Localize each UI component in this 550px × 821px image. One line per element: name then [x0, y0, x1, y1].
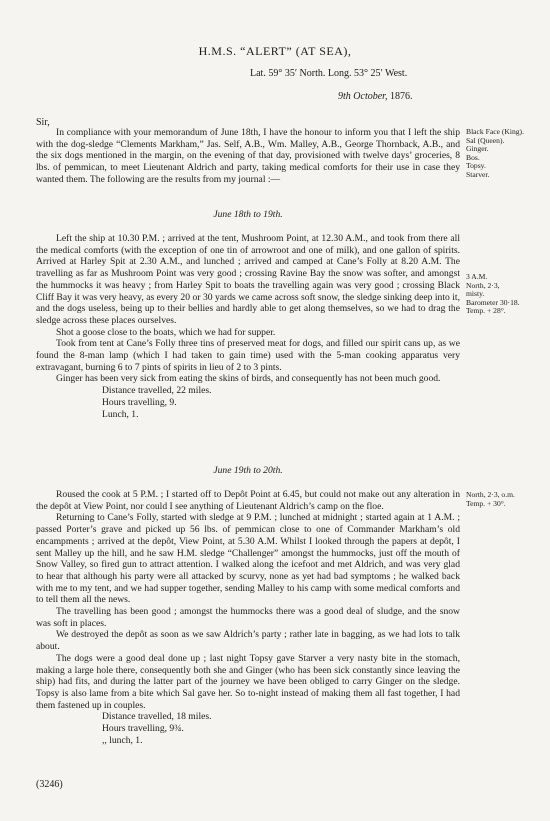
journal-paragraph: We destroyed the depôt as soon as we saw Aldrich’s party ; rather late in bagging, as we had lots to talk about. [36, 629, 460, 653]
journal-paragraph: Returning to Cane’s Folly, started with sledge at 9 P.M. ; lunched at midnight ; started again at 1 A.M. ; passed Porter’s grave and picked up 56 lbs. of pemmican close to one of Commander Markham’s old encampments ; arrived at the depôt, View Point, at 5.30 A.M. Whilst I looked through the papers at depôt, I sent Malley up the hill, and he saw H.M. sledge “Challenger” amongst the hummocks, just off the mouth of Snow Valley, so fired gun to attract attention. I walked along the icefoot and met Aldrich, and was very glad to hear that although his party were all attacked by scurvy, none as yet had bad symptoms ; he walked back with me to my tent, and we had supper together, sending Malley to his camp with some medical comforts and to tell them all the news. [36, 512, 460, 606]
journal-paragraph: The travelling has been good ; amongst the hummocks there was a good deal of sludge, and the snow was soft in places. [36, 606, 460, 629]
intro-paragraph: In compliance with your memorandum of June 18th, I have the honour to inform you that I left the ship with the dog-sledge “Clements Markham,” Jas. Self, A.B., Wm. Malley, A.B., George Thornback, A.B., and the six dogs mentioned in the margin, on the evening of that day, provisioned with twelve days’ groceries, 8 lbs. of pemmican, to meet Lieutenant Aldrich and party, taking medical comforts for their use in case they wanted them. The following are the results from my journal :— [36, 127, 460, 185]
position-line: Lat. 59° 35′ North. Long. 53° 25′ West. [250, 68, 408, 79]
margin-note: Temp. + 30°. [466, 498, 506, 508]
margin-note: misty. [466, 289, 485, 299]
margin-dog: Ginger. [466, 144, 489, 154]
ship-heading: H.M.S. “ALERT” (AT SEA), [198, 44, 352, 58]
hours-travelling: Hours travelling, 9¾. [102, 723, 184, 735]
salutation: Sir, [36, 117, 50, 128]
margin-weather-june-18 [466, 273, 546, 316]
lunch-time: ,, lunch, 1. [102, 734, 143, 746]
margin-dog-list [466, 128, 546, 180]
margin-note: Temp. + 28°. [466, 306, 506, 316]
date-year: 1876. [387, 91, 413, 102]
journal-paragraph: The dogs were a good deal done up ; last night Topsy gave Starver a very nasty bite in the stomach, making a large hole there, consequently both she and Ginger (who has been sick constantly since leaving the ship) had fits, and during the latter part of the journey we have been obliged to carry Ginger on the sledge. Topsy is also lame from a bite which Sal gave her. So to-night instead of making them all fast together, I had them fastened up in couples. [36, 652, 460, 711]
margin-dog: Black Face (King). [466, 127, 524, 136]
margin-note: North, 2·3, o.m. [466, 490, 515, 499]
journal-paragraph: Shot a goose close to the boats, which we had for supper. [56, 326, 276, 338]
section-heading-june-18: June 18th to 19th. [213, 209, 283, 220]
margin-dog: Bos. [466, 152, 480, 162]
margin-note: North, 2·3, [466, 280, 500, 290]
margin-dog: Starver. [466, 169, 490, 179]
journal-paragraph: Roused the cook at 5 P.M. ; I started off to Depôt Point at 6.45, but could not make out any alteration in the depôt at View Point, nor could I see anything of Lieutenant Aldrich’s camp on the floe. [36, 489, 460, 512]
date-day: 9th October, [338, 91, 388, 102]
distance-travelled: Distance travelled, 18 miles. [102, 711, 212, 723]
section-heading-june-19: June 19th to 20th. [213, 465, 283, 476]
margin-note: Barometer 30·18. [466, 297, 520, 307]
margin-weather-june-19 [466, 491, 546, 508]
margin-note: 3 A.M. [466, 272, 488, 281]
page-footer-number: (3246) [36, 779, 63, 790]
section-june-19-body [36, 489, 460, 746]
margin-dog: Sal (Queen). [466, 135, 505, 145]
journal-paragraph: Left the ship at 10.30 P.M. ; arrived at the tent, Mushroom Point, at 12.30 A.M., and took from there all the medical comforts (with the exception of one tin of arrowroot and one of milk), and one gallon of spirits. Arrived at Harley Spit at 2.30 A.M., and lunched ; arrived and camped at Cane’s Folly at 8.20 A.M. The travelling as far as Mushroom Point was very good ; crossing Ravine Bay the snow was softer, and amongst the hummocks it was heavy ; from Harley Spit to boats the travelling again was very good ; crossing Black Cliff Bay it was very heavy, as every 20 or 30 yards we came across soft snow, the sledge sinking deep into it, and the dogs useless, being up to their bellies and hardly able to get along themselves, so we had to drag the sledge across these places ourselves. [36, 233, 460, 326]
lunch-time: Lunch, 1. [102, 408, 139, 420]
hours-travelling: Hours travelling, 9. [102, 396, 177, 408]
letter-date [338, 91, 412, 102]
margin-dog: Topsy. [466, 161, 486, 171]
journal-paragraph: Ginger has been very sick from eating the skins of birds, and consequently has not been much good. [56, 373, 441, 385]
section-june-18-body [36, 233, 460, 420]
distance-travelled: Distance travelled, 22 miles. [102, 385, 212, 397]
journal-paragraph: Took from tent at Cane’s Folly three tins of preserved meat for dogs, and filled our spirit cans up, as we found the 8-man lamp (which I had taken to gain time) used with the 5-man cooking apparatus very extravagant, burning 6 to 7 pints of spirits in lieu of 2 to 3 pints. [36, 338, 460, 373]
